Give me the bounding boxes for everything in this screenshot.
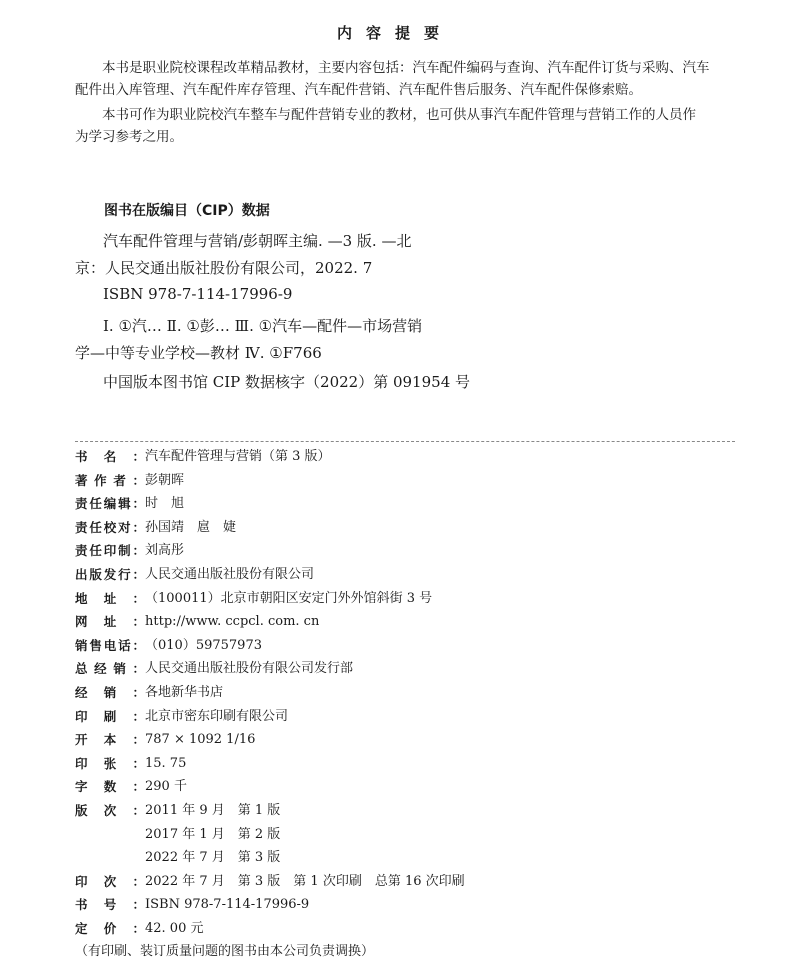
summary-paragraph-1 [75,57,735,101]
colophon-row-sheets [75,752,735,776]
label-word-count: 字数： [75,779,145,795]
value-proofreader: 孙国靖 扈 婕 [145,519,237,535]
label-general-distributor: 总经销： [75,661,145,677]
value-word-count: 290 千 [145,779,187,795]
value-impression: 2022 年 7 月 第 3 版 第 1 次印刷 总第 16 次印刷 [145,873,465,889]
summary-p2-line2: 为学习参考之用。 [75,129,183,145]
colophon-row-general-distributor [75,657,735,681]
value-sales-phone: （010）59757973 [145,637,262,653]
colophon-row-distributor [75,681,735,705]
colophon-row-publisher [75,563,735,587]
value-isbn: ISBN 978-7-114-17996-9 [145,897,310,913]
cip-line-3: ISBN 978-7-114-17996-9 [103,285,293,303]
colophon-row-website [75,610,735,634]
value-edition-1: 2011 年 9 月 第 1 版 [145,802,281,818]
colophon-row-printer [75,705,735,729]
colophon-row-edition-2 [75,823,735,847]
label-proofreader: 责任校对： [75,519,145,535]
value-author: 彭朝晖 [145,472,185,488]
label-publisher: 出版发行： [75,566,145,582]
label-edition: 版次： [75,802,145,818]
label-distributor: 经销： [75,684,145,700]
section-divider [75,441,735,442]
colophon-row-edition-3 [75,846,735,870]
value-edition-2: 2017 年 1 月 第 2 版 [145,826,281,842]
value-general-distributor: 人民交通出版社股份有限公司发行部 [145,661,354,677]
colophon-row-format [75,728,735,752]
value-printing-supervisor: 刘高彤 [145,543,185,559]
value-publisher: 人民交通出版社股份有限公司 [145,566,315,582]
colophon-row-proofreader [75,516,735,540]
label-editor: 责任编辑： [75,496,145,512]
summary-paragraph-2 [75,104,735,148]
colophon-row-price [75,917,735,941]
colophon-row-isbn [75,893,735,917]
summary-p1-line1: 本书是职业院校课程改革精品教材，主要内容包括：汽车配件编码与查询、汽车配件订货与采购、汽车 [102,60,710,76]
value-sheets: 15. 75 [145,755,187,771]
value-address: （100011）北京市朝阳区安定门外外馆斜街 3 号 [145,590,433,606]
value-website: http://www. ccpcl. com. cn [145,614,320,630]
value-editor: 时 旭 [145,496,185,512]
colophon-row-address [75,587,735,611]
summary-p2-line1: 本书可作为职业院校汽车整车与配件营销专业的教材，也可供从事汽车配件管理与营销工作的人员作 [102,107,696,123]
cip-line-1: 汽车配件管理与营销/彭朝晖主编. —3 版. —北 [103,232,412,250]
value-title: 汽车配件管理与营销（第 3 版） [145,449,331,464]
colophon-row-sales-phone [75,634,735,658]
cip-line-4: Ⅰ. ①汽… Ⅱ. ①彭… Ⅲ. ①汽车—配件—市场营销 [103,317,423,335]
value-distributor: 各地新华书店 [145,684,224,700]
value-edition-3: 2022 年 7 月 第 3 版 [145,850,281,866]
colophon-row-printing-supervisor [75,539,735,563]
colophon-row-author [75,469,735,493]
label-sales-phone: 销售电话： [75,637,145,653]
label-author: 著作者： [75,472,145,488]
label-printing-supervisor: 责任印制： [75,543,145,559]
cip-heading: 图书在版编目（CIP）数据 [104,203,270,219]
value-format: 787 × 1092 1/16 [145,732,256,748]
colophon-row-edition [75,799,735,823]
label-printer: 印刷： [75,708,145,724]
label-website: 网址： [75,614,145,630]
label-title: 书名： [75,449,145,464]
label-isbn: 书号： [75,897,145,913]
summary-p1-line2: 配件出入库管理、汽车配件库存管理、汽车配件营销、汽车配件售后服务、汽车配件保修索赔。 [75,82,642,98]
quality-note: （有印刷、装订质量问题的图书由本公司负责调换） [75,944,375,960]
cip-line-2: 京：人民交通出版社股份有限公司，2022. 7 [75,259,373,277]
colophon-row-title [75,445,735,469]
cip-line-5: 学—中等专业学校—教材 Ⅳ. ①F766 [75,344,322,362]
label-address: 地址： [75,590,145,606]
colophon-row-word-count [75,775,735,799]
value-printer: 北京市密东印刷有限公司 [145,708,289,724]
label-impression: 印次： [75,873,145,889]
colophon-row-editor [75,492,735,516]
value-price: 42. 00 元 [145,920,204,936]
label-format: 开本： [75,732,145,748]
label-price: 定价： [75,920,145,936]
colophon [75,445,735,964]
label-sheets: 印张： [75,755,145,771]
summary-title: 内容提要 [336,24,453,42]
colophon-row-impression [75,870,735,894]
cip-line-6: 中国版本图书馆 CIP 数据核字（2022）第 091954 号 [103,373,471,391]
